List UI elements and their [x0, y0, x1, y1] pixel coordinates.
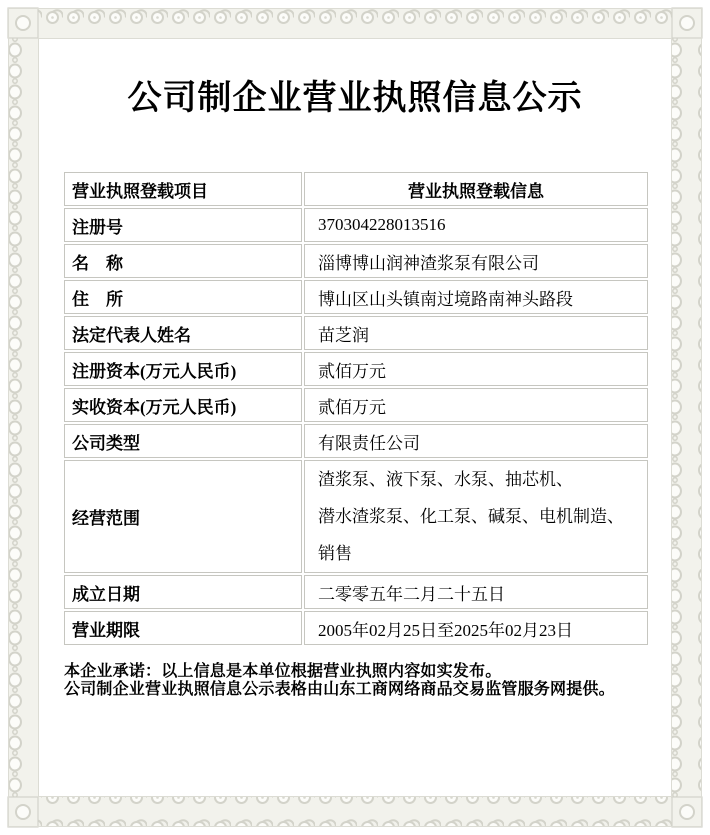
row-value: 370304228013516 [304, 208, 648, 242]
row-label: 注册号 [64, 208, 302, 242]
frame-top-band [8, 8, 702, 38]
table-row-business-term [64, 611, 648, 645]
table-header-row [64, 172, 648, 206]
row-label: 公司类型 [64, 424, 302, 458]
table-row-establishment-date [64, 575, 648, 609]
column-header-item: 营业执照登载项目 [64, 172, 302, 206]
row-value: 有限责任公司 [304, 424, 648, 458]
row-label: 经营范围 [64, 460, 302, 573]
row-value: 贰佰万元 [304, 388, 648, 422]
table-row-address [64, 280, 648, 314]
table-row-company-name [64, 244, 648, 278]
row-value: 2005年02月25日至2025年02月23日 [304, 611, 648, 645]
row-label: 成立日期 [64, 575, 302, 609]
row-label: 营业期限 [64, 611, 302, 645]
business-scope-line: 潜水渣浆泵、化工泵、碱泵、电机制造、 [318, 507, 624, 526]
row-value: 苗芝润 [304, 316, 648, 350]
frame-right-band [672, 38, 702, 797]
footer-notes [64, 663, 664, 699]
license-info-table [62, 170, 650, 647]
table-row-legal-representative [64, 316, 648, 350]
table-row-paid-in-capital [64, 388, 648, 422]
row-label: 住 所 [64, 280, 302, 314]
promise-note: 本企业承诺：以上信息是本单位根据营业执照内容如实发布。 [64, 663, 502, 680]
frame-bottom-band [8, 797, 702, 827]
table-row-company-type [64, 424, 648, 458]
table-row-registration-number [64, 208, 648, 242]
row-value [304, 460, 648, 573]
column-header-info: 营业执照登载信息 [304, 172, 648, 206]
row-label: 法定代表人姓名 [64, 316, 302, 350]
frame-left-band [8, 38, 38, 797]
row-label: 名 称 [64, 244, 302, 278]
business-scope-line: 渣浆泵、液下泵、水泵、抽芯机、 [318, 470, 573, 489]
table-row-registered-capital [64, 352, 648, 386]
business-scope-line: 销售 [318, 544, 352, 563]
provider-note: 公司制企业营业执照信息公示表格由山东工商网络商品交易监管服务网提供。 [64, 681, 615, 698]
row-value: 贰佰万元 [304, 352, 648, 386]
page-title: 公司制企业营业执照信息公示 [127, 80, 583, 117]
row-value: 淄博博山润神渣浆泵有限公司 [304, 244, 648, 278]
row-label: 实收资本(万元人民币) [64, 388, 302, 422]
table-row-business-scope [64, 460, 648, 573]
row-value: 二零零五年二月二十五日 [304, 575, 648, 609]
row-value: 博山区山头镇南过境路南神头路段 [304, 280, 648, 314]
row-label: 注册资本(万元人民币) [64, 352, 302, 386]
